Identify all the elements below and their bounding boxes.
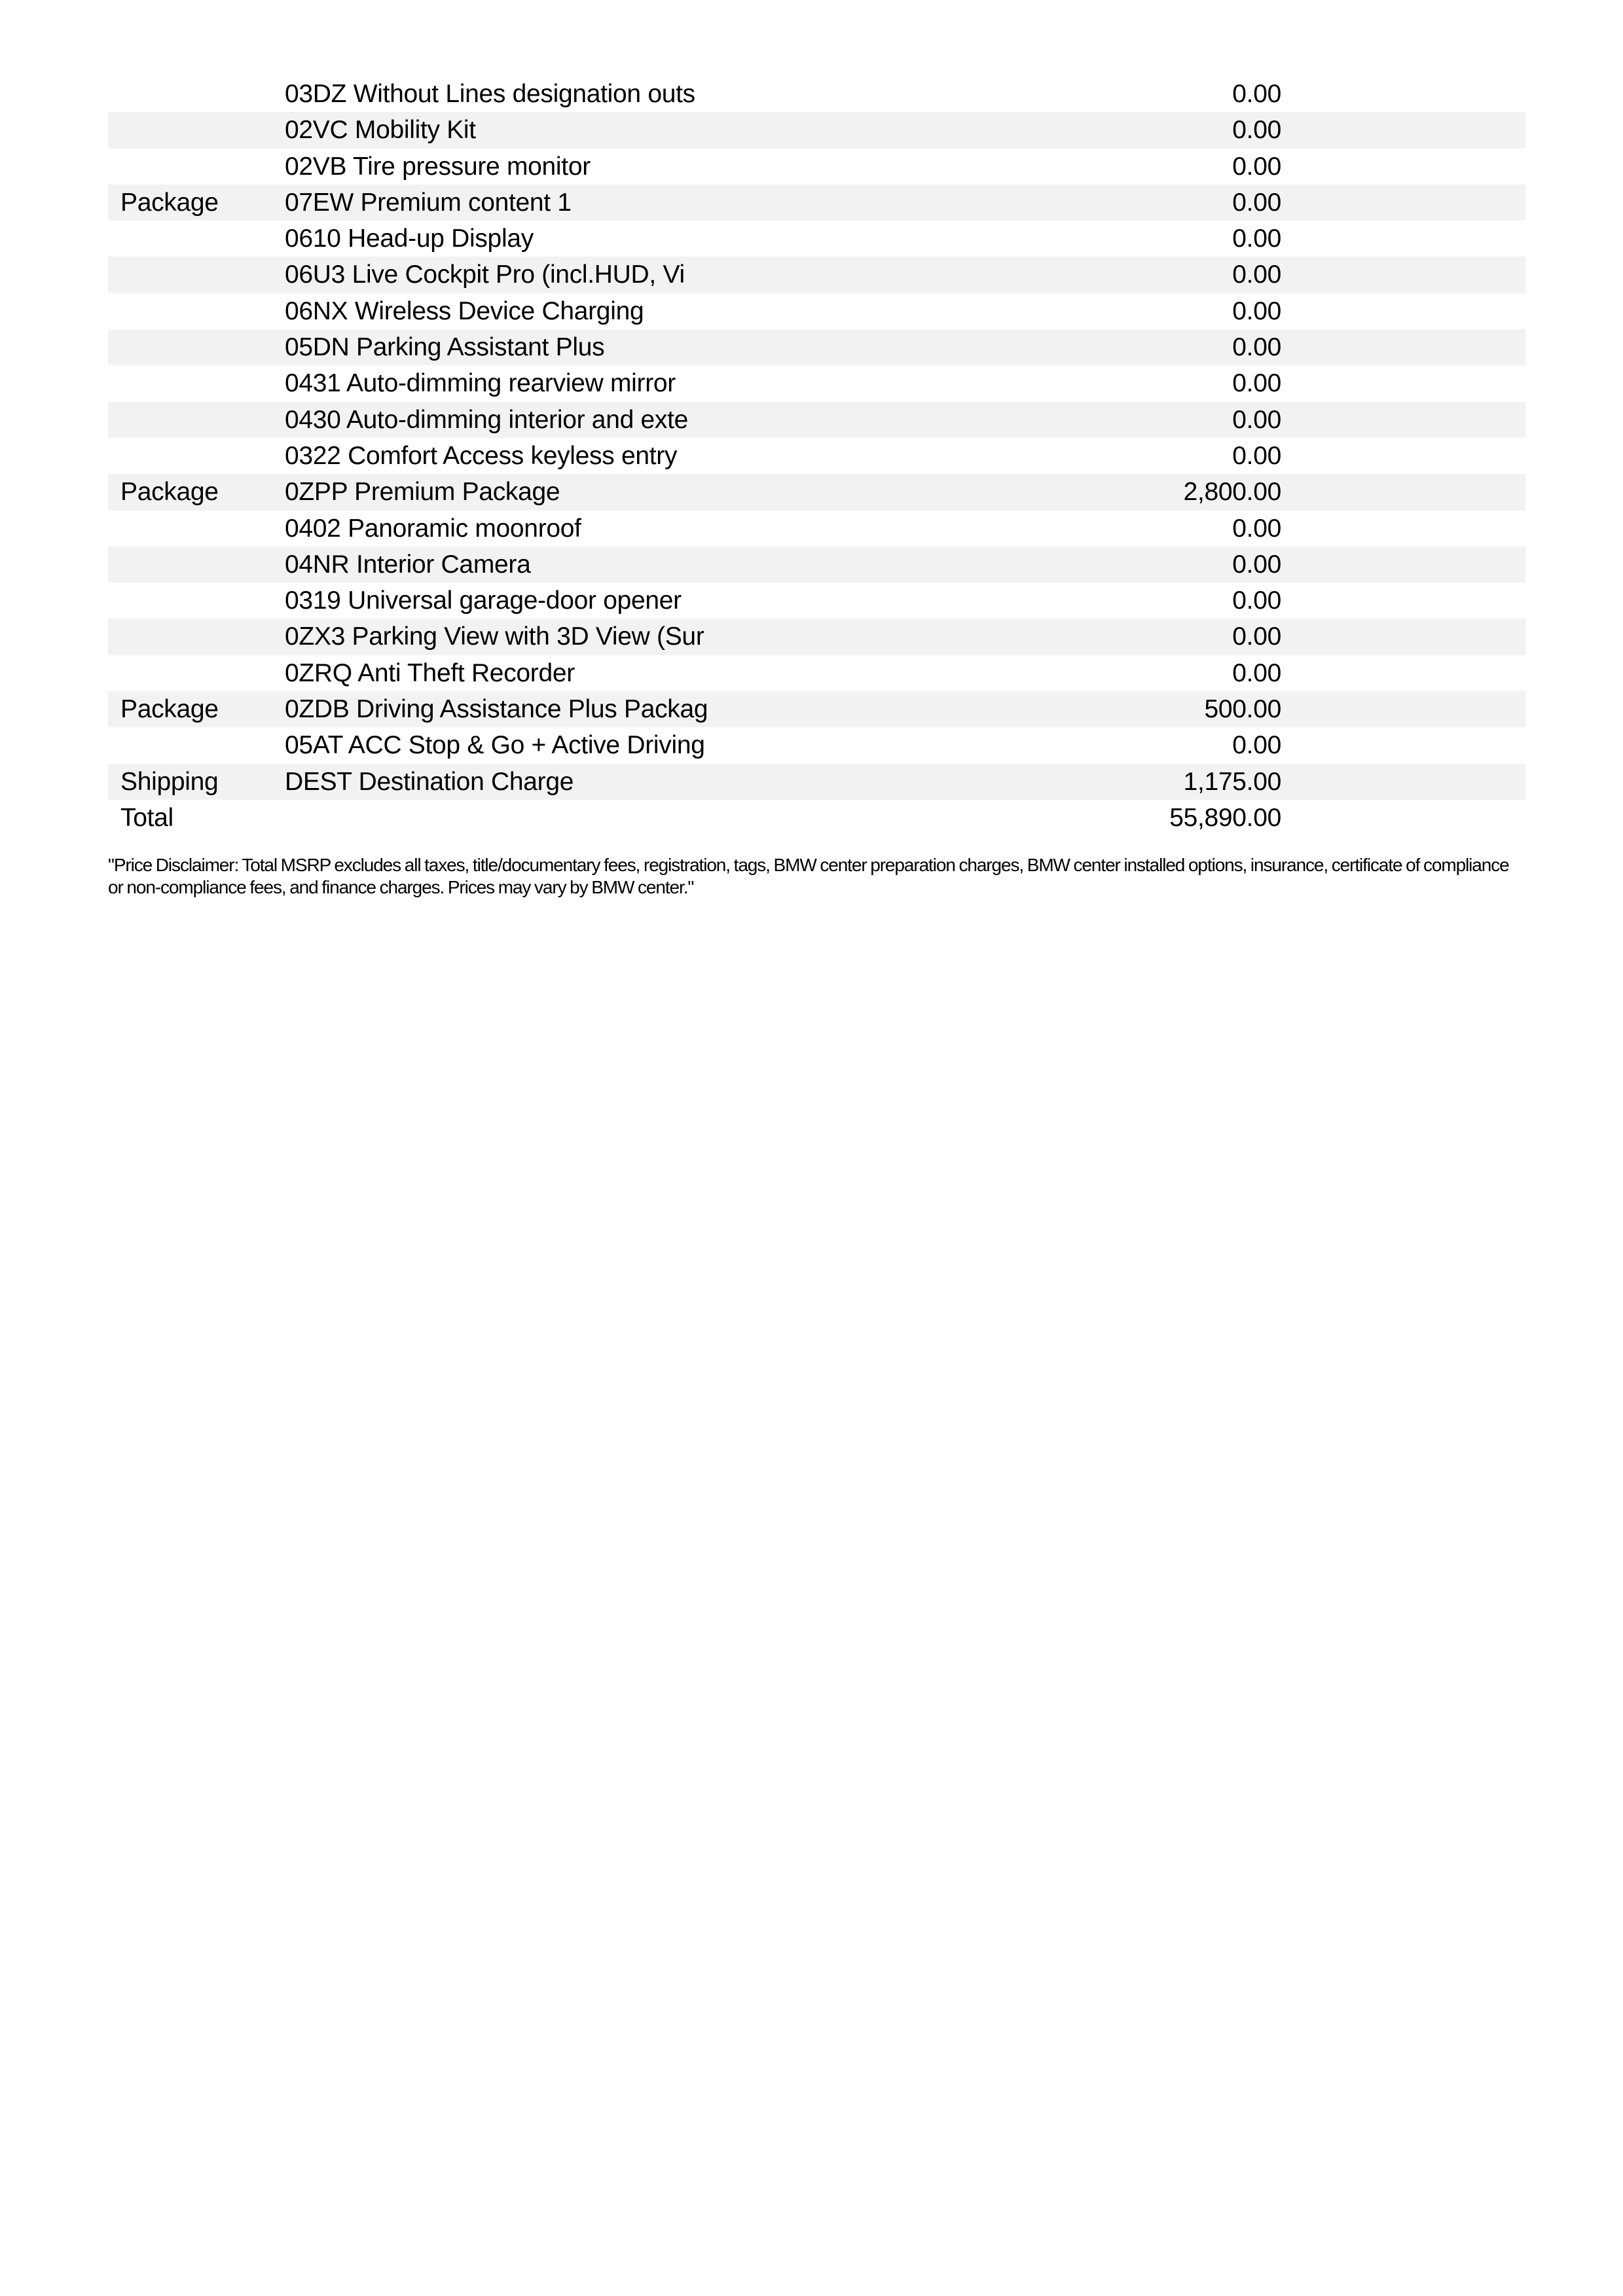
price-table xyxy=(108,76,1525,836)
row-description: 0ZX3 Parking View with 3D View (Sur xyxy=(285,622,704,651)
table-row xyxy=(108,112,1525,148)
price-disclaimer: "Price Disclaimer: Total MSRP excludes all taxes, title/documentary fees, registration, tags, BMW center preparation charges, BMW center installed options, insurance, certificate of compliance or non-compliance fees, and finance charges. Prices may vary by BMW center." xyxy=(108,855,1509,897)
row-price: 0.00 xyxy=(1232,731,1281,760)
table-row xyxy=(108,511,1525,547)
row-price: 0.00 xyxy=(1232,333,1281,362)
row-description: 0431 Auto-dimming rearview mirror xyxy=(285,369,676,398)
row-description: 06NX Wireless Device Charging xyxy=(285,296,644,325)
row-description: DEST Destination Charge xyxy=(285,767,574,796)
row-price: 1,175.00 xyxy=(1183,767,1281,796)
row-category: Package xyxy=(120,188,219,217)
table-row xyxy=(108,402,1525,438)
row-price: 0.00 xyxy=(1232,296,1281,325)
row-description: 05AT ACC Stop & Go + Active Driving xyxy=(285,731,705,760)
row-description: 0402 Panoramic moonroof xyxy=(285,514,581,543)
table-row xyxy=(108,221,1525,257)
table-row xyxy=(108,329,1525,365)
row-description: 03DZ Without Lines designation outs xyxy=(285,80,695,108)
row-description: 0ZPP Premium Package xyxy=(285,478,560,507)
table-row xyxy=(108,257,1525,293)
row-description: 07EW Premium content 1 xyxy=(285,188,572,217)
row-description: 04NR Interior Camera xyxy=(285,550,531,579)
row-price: 0.00 xyxy=(1232,152,1281,181)
row-description: 0319 Universal garage-door opener xyxy=(285,586,682,615)
row-description: 0610 Head-up Display xyxy=(285,224,534,253)
row-price: 0.00 xyxy=(1232,514,1281,543)
row-price: 500.00 xyxy=(1204,695,1281,724)
row-price: 0.00 xyxy=(1232,224,1281,253)
table-row xyxy=(108,619,1525,655)
row-category: Package xyxy=(120,695,219,724)
table-row xyxy=(108,76,1525,112)
row-description: 0430 Auto-dimming interior and exte xyxy=(285,405,689,434)
table-row xyxy=(108,583,1525,619)
row-description: 02VB Tire pressure monitor xyxy=(285,152,591,181)
table-row xyxy=(108,438,1525,474)
row-category: Shipping xyxy=(120,767,219,796)
total-price: 55,890.00 xyxy=(1169,803,1281,832)
row-category: Package xyxy=(120,478,219,507)
row-description: 0ZDB Driving Assistance Plus Packag xyxy=(285,695,708,724)
row-price: 2,800.00 xyxy=(1183,478,1281,507)
table-row xyxy=(108,764,1525,800)
table-row xyxy=(108,691,1525,727)
table-row xyxy=(108,185,1525,221)
row-price: 0.00 xyxy=(1232,658,1281,687)
row-price: 0.00 xyxy=(1232,405,1281,434)
row-price: 0.00 xyxy=(1232,80,1281,108)
row-price: 0.00 xyxy=(1232,116,1281,145)
total-row xyxy=(108,800,1525,836)
table-row xyxy=(108,365,1525,401)
row-price: 0.00 xyxy=(1232,260,1281,289)
row-description: 0322 Comfort Access keyless entry xyxy=(285,441,678,470)
row-price: 0.00 xyxy=(1232,550,1281,579)
row-description: 0ZRQ Anti Theft Recorder xyxy=(285,658,575,687)
table-row xyxy=(108,149,1525,185)
table-row xyxy=(108,293,1525,329)
row-price: 0.00 xyxy=(1232,369,1281,398)
row-price: 0.00 xyxy=(1232,188,1281,217)
row-price: 0.00 xyxy=(1232,586,1281,615)
row-description: 02VC Mobility Kit xyxy=(285,116,476,145)
table-row xyxy=(108,655,1525,691)
row-price: 0.00 xyxy=(1232,441,1281,470)
row-description: 05DN Parking Assistant Plus xyxy=(285,333,605,362)
table-row xyxy=(108,547,1525,583)
table-row xyxy=(108,727,1525,763)
total-label: Total xyxy=(120,803,173,832)
row-description: 06U3 Live Cockpit Pro (incl.HUD, Vi xyxy=(285,260,685,289)
row-price: 0.00 xyxy=(1232,622,1281,651)
table-row xyxy=(108,474,1525,510)
